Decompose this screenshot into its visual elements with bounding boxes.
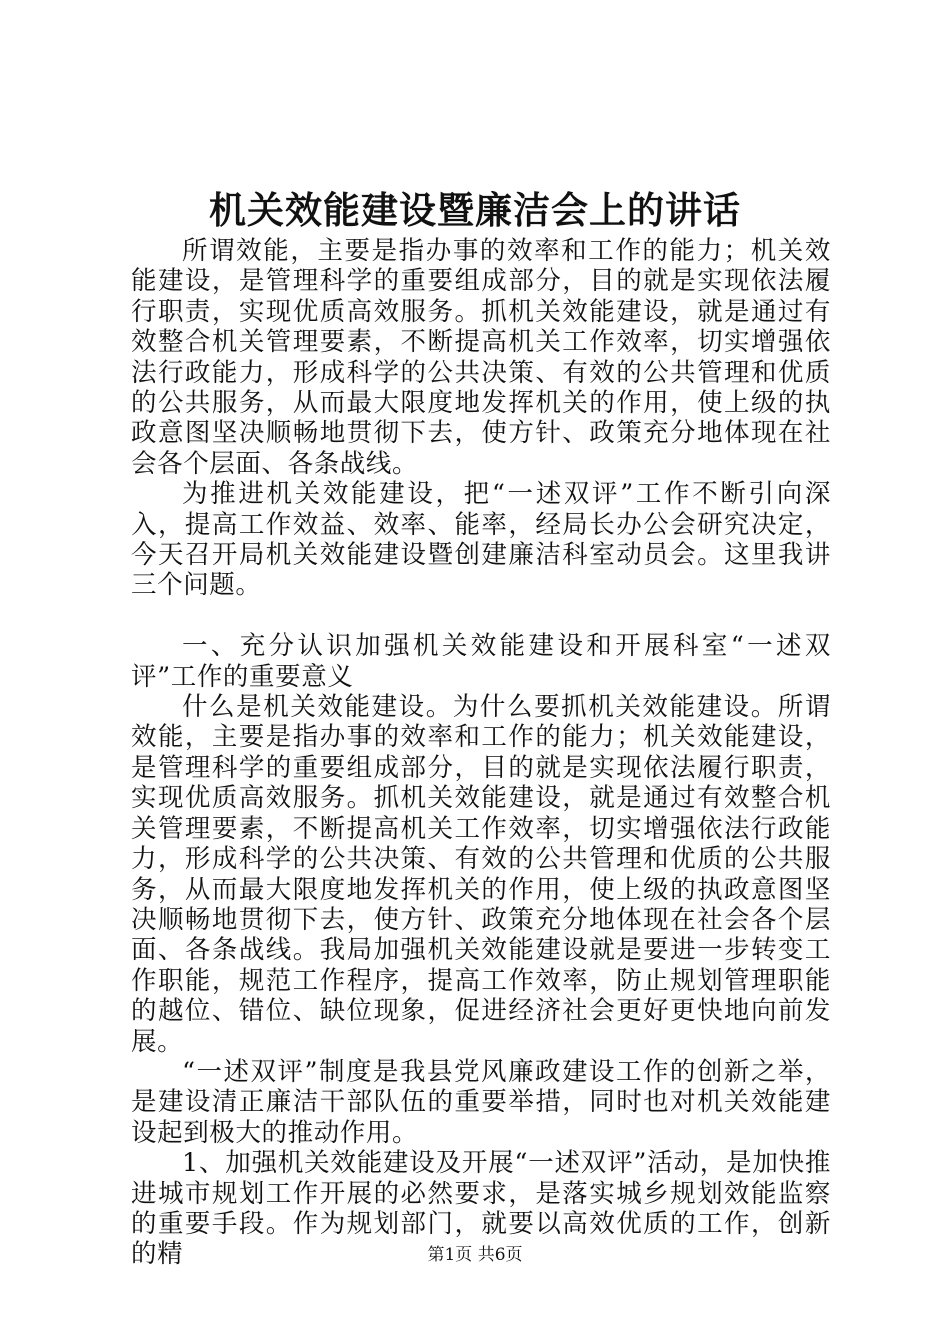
paragraph: 为推进机关效能建设，把“一述双评”工作不断引向深入，提高工作效益、效率、能率，经局长办公会研究决定，今天召开局机关效能建设暨创建廉洁科室动员会。这里我讲三个问题。 — [131, 479, 831, 601]
document-body — [131, 236, 831, 1270]
paragraph: 所谓效能，主要是指办事的效率和工作的能力；机关效能建设，是管理科学的重要组成部分，目的就是实现依法履行职责，实现优质高效服务。抓机关效能建设，就是通过有效整合机关管理要素，不断提高机关工作效率，切实增强依法行政能力，形成科学的公共决策、有效的公共管理和优质的公共服务，从而最大限度地发挥机关的作用，使上级的执政意图坚决顺畅地贯彻下去，使方针、政策充分地体现在社会各个层面、各条战线。 — [131, 236, 831, 479]
paragraph-spacer — [131, 601, 831, 631]
page-footer: 第1页 共6页 — [427, 1245, 523, 1265]
section-heading: 一、充分认识加强机关效能建设和开展科室“一述双评”工作的重要意义 — [131, 631, 831, 692]
paragraph: “一述双评”制度是我县党风廉政建设工作的创新之举，是建设清正廉洁干部队伍的重要举措，同时也对机关效能建设起到极大的推动作用。 — [131, 1056, 831, 1148]
paragraph: 1、加强机关效能建设及开展“一述双评”活动，是加快推进城市规划工作开展的必然要求，是落实城乡规划效能监察的重要手段。作为规划部门，就要以高效优质的工作，创新的精 — [131, 1148, 831, 1270]
paragraph: 什么是机关效能建设。为什么要抓机关效能建设。所谓效能，主要是指办事的效率和工作的能力；机关效能建设，是管理科学的重要组成部分，目的就是实现依法履行职责，实现优质高效服务。抓机关效能建设，就是通过有效整合机关管理要素，不断提高机关工作效率，切实增强依法行政能力，形成科学的公共决策、有效的公共管理和优质的公共服务，从而最大限度地发挥机关的作用，使上级的执政意图坚决顺畅地贯彻下去，使方针、政策充分地体现在社会各个层面、各条战线。我局加强机关效能建设就是要进一步转变工作职能，规范工作程序，提高工作效率，防止规划管理职能的越位、错位、缺位现象，促进经济社会更好更快地向前发展。 — [131, 692, 831, 1057]
document-title: 机关效能建设暨廉洁会上的讲话 — [209, 188, 741, 232]
